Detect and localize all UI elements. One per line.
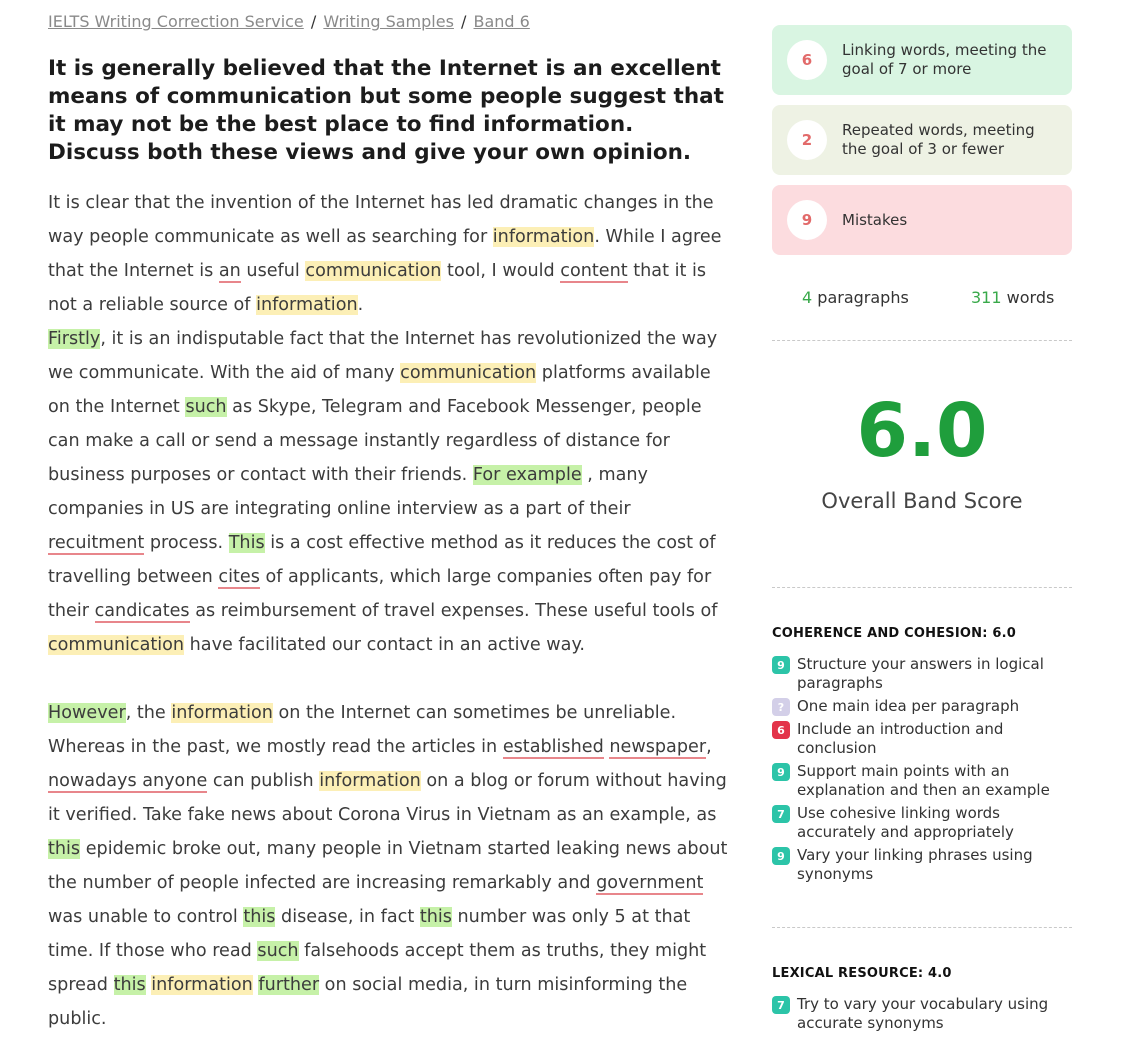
essay-text: epidemic broke out, many people in Vietnam started leaking news about the number of people infected are increasing remarkably and — [48, 839, 728, 893]
linking-word-highlight: However — [48, 703, 126, 723]
breadcrumb-link-writing-samples[interactable]: Writing Samples — [323, 12, 454, 31]
mistake-highlight[interactable]: cites — [218, 567, 260, 587]
linking-word-highlight: this — [419, 907, 452, 927]
essay-text: , many companies in US are integrating online interview as a part of their — [48, 465, 648, 519]
essay-text: on the Internet can sometimes be unreliable. Whereas in the past, we mostly read the articles in — [48, 703, 677, 757]
essay-text: of applicants, which large companies often pay for their — [48, 567, 712, 621]
mistake-highlight[interactable]: an — [218, 261, 241, 281]
mistake-highlight[interactable]: government — [596, 873, 704, 893]
overall-score — [772, 341, 1072, 588]
linking-word-highlight: such — [257, 941, 299, 961]
breadcrumb-link-band[interactable]: Band 6 — [473, 12, 530, 31]
linking-word-highlight: This — [228, 533, 265, 553]
essay-text: disease, in fact — [275, 907, 420, 927]
coherence-section — [772, 626, 1072, 928]
essay-text: number was only 5 at that time. If those who read — [48, 907, 691, 961]
overall-score-label: Overall Band Score — [821, 489, 1023, 513]
lexical-section — [772, 966, 1072, 1037]
criterion-item — [772, 697, 1072, 716]
essay-body — [48, 186, 728, 1036]
essay-text: on social media, in turn misinforming the public. — [48, 975, 688, 1029]
word-count-label: words — [1006, 288, 1055, 307]
essay-text: process. — [144, 533, 229, 553]
essay-text: It is clear that the invention of the Internet has led dramatic changes in the way people communicate as well as searching for — [48, 193, 714, 247]
essay-text: , — [706, 737, 712, 757]
essay-text: as reimbursement of travel expenses. These useful tools of — [189, 601, 718, 621]
linking-word-highlight: this — [48, 839, 81, 859]
word-count-value: 311 — [971, 288, 1002, 307]
mistake-highlight[interactable]: established — [502, 737, 604, 757]
repeated-word-highlight: information — [151, 975, 253, 995]
linking-word-highlight: this — [243, 907, 276, 927]
mistakes-card — [772, 185, 1072, 255]
essay-text: useful — [240, 261, 306, 281]
criterion-text: Include an introduction and conclusion — [797, 720, 1004, 757]
mistake-highlight[interactable]: candicates — [94, 601, 190, 621]
linking-words-card — [772, 25, 1072, 95]
criterion-score-badge: 9 — [772, 847, 790, 865]
mistake-highlight[interactable]: newspaper — [609, 737, 707, 757]
mistakes-count: 9 — [787, 200, 827, 240]
lexical-title: LEXICAL RESOURCE: 4.0 — [772, 966, 952, 981]
essay-paragraph — [48, 696, 728, 1036]
breadcrumb — [48, 12, 530, 31]
essay-text: is a cost effective method as it reduces the cost of travelling between — [48, 533, 716, 587]
repeated-word-highlight: communication — [48, 635, 185, 655]
linking-word-highlight: this — [113, 975, 146, 995]
essay-text: can publish — [207, 771, 320, 791]
criterion-score-badge: 9 — [772, 656, 790, 674]
criterion-text: Structure your answers in logical paragraphs — [797, 655, 1044, 692]
essay-text: platforms available on the Internet — [48, 363, 711, 417]
criterion-score-badge: 7 — [772, 996, 790, 1014]
criterion-item — [772, 846, 1072, 884]
linking-word-highlight: such — [185, 397, 227, 417]
repeated-words-card — [772, 105, 1072, 175]
criterion-score-badge: 6 — [772, 721, 790, 739]
criterion-score-badge: ? — [772, 698, 790, 716]
essay-text: as Skype, Telegram and Facebook Messenger, people can make a call or send a message instantly regardless of distance for business purposes or contact with their friends. — [48, 397, 702, 485]
breadcrumb-link-home[interactable]: IELTS Writing Correction Service — [48, 12, 304, 31]
essay-question-title: It is generally believed that the Internet is an excellent means of communication but some people suggest that it may not be the best place to find information. Discuss both these views and give your own opinion. — [48, 56, 724, 165]
breadcrumb-separator: / — [461, 12, 467, 31]
essay-text: . While I agree that the Internet is — [48, 227, 722, 281]
criterion-text: One main idea per paragraph — [797, 697, 1020, 715]
mistake-highlight[interactable]: recuitment — [48, 533, 145, 553]
repeated-word-highlight: communication — [305, 261, 442, 281]
stats-panel — [772, 25, 1072, 265]
essay-text: falsehoods accept them as truths, they might spread — [48, 941, 707, 995]
essay-text: , the — [125, 703, 172, 723]
paragraph-gap — [48, 662, 728, 696]
coherence-criteria-list — [772, 655, 1072, 884]
word-count — [971, 288, 1054, 307]
criterion-item — [772, 720, 1072, 758]
repeated-word-highlight: information — [319, 771, 421, 791]
criterion-text: Vary your linking phrases using synonyms — [797, 846, 1033, 883]
linking-words-label: Linking words, meeting the goal of 7 or more — [842, 41, 1047, 78]
essay-text: . — [357, 295, 364, 315]
criterion-text: Try to vary your vocabulary using accurate synonyms — [797, 995, 1049, 1032]
breadcrumb-separator: / — [310, 12, 317, 31]
essay-paragraph — [48, 186, 728, 322]
repeated-word-highlight: information — [492, 227, 595, 247]
overall-score-value: 6.0 — [856, 388, 988, 474]
criterion-item — [772, 995, 1072, 1033]
repeated-word-highlight: information — [256, 295, 358, 315]
criterion-item — [772, 804, 1072, 842]
essay-text: was unable to control — [48, 907, 244, 927]
criterion-text: Support main points with an explanation and then an example — [797, 762, 1050, 799]
lexical-criteria-list — [772, 995, 1072, 1033]
essay-counts — [772, 282, 1072, 341]
paragraph-count-value: 4 — [802, 288, 813, 307]
criterion-score-badge: 9 — [772, 763, 790, 781]
linking-word-highlight: further — [258, 975, 320, 995]
essay-paragraph — [48, 322, 728, 662]
paragraph-count-label: paragraphs — [817, 288, 909, 307]
essay-text: on a blog or forum without having it verified. Take fake news about Corona Virus in Vietnam as an example, as — [48, 771, 727, 825]
mistake-highlight[interactable]: nowadays anyone — [48, 771, 208, 791]
repeated-word-highlight: information — [171, 703, 273, 723]
linking-word-highlight: For example — [472, 465, 582, 485]
linking-words-count: 6 — [787, 40, 827, 80]
criterion-item — [772, 655, 1072, 693]
paragraph-count — [802, 288, 909, 307]
essay-text: that it is not a reliable source of — [48, 261, 707, 315]
linking-word-highlight: Firstly — [48, 329, 101, 349]
criterion-score-badge: 7 — [772, 805, 790, 823]
repeated-word-highlight: communication — [400, 363, 537, 383]
essay-text: tool, I would — [441, 261, 561, 281]
mistakes-label: Mistakes — [842, 210, 908, 229]
criterion-text: Use cohesive linking words accurately and appropriately — [797, 804, 1014, 841]
essay-text: , it is an indisputable fact that the Internet has revolutionized the way we communicate. With the aid of many — [48, 329, 718, 383]
coherence-title: COHERENCE AND COHESION: 6.0 — [772, 626, 1016, 641]
essay-text: have facilitated our contact in an active way. — [184, 635, 585, 655]
repeated-words-label: Repeated words, meeting the goal of 3 or fewer — [842, 121, 1035, 158]
criterion-item — [772, 762, 1072, 800]
mistake-highlight[interactable]: content — [560, 261, 628, 281]
repeated-words-count: 2 — [787, 120, 827, 160]
